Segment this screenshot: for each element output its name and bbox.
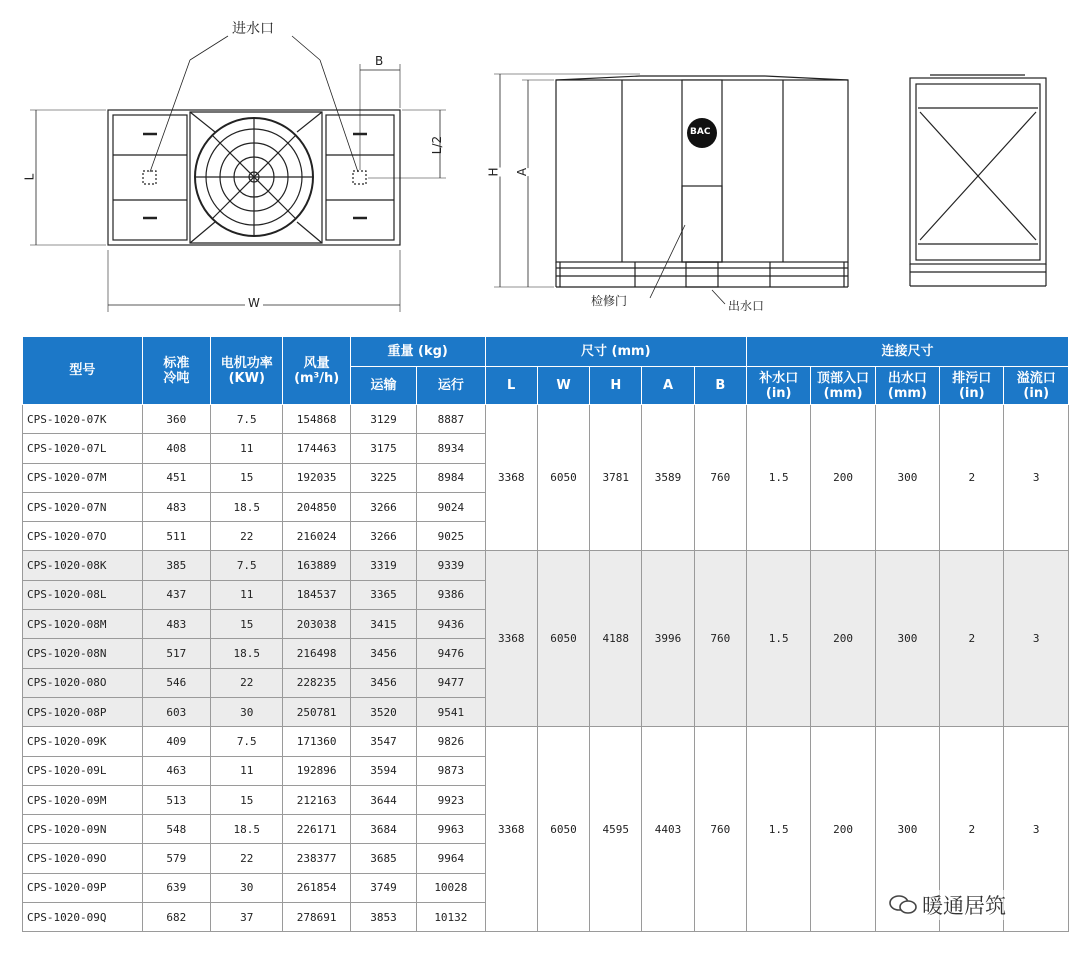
value-cell: 463 [142,756,210,785]
value-cell: 3129 [350,405,416,434]
value-cell: 18.5 [211,815,283,844]
value-cell: 483 [142,492,210,521]
dim-b-label: B [375,54,384,68]
dim-cell-makeup: 1.5 [747,551,811,727]
dim-cell-W: 6050 [537,405,589,551]
value-cell: 579 [142,844,210,873]
value-cell: 546 [142,668,210,697]
dim-l-half-label: L/2 [430,135,445,155]
plan-view-drawing [0,0,1080,330]
model-cell: CPS-1020-08M [23,610,143,639]
value-cell: 3644 [350,785,416,814]
model-cell: CPS-1020-07K [23,405,143,434]
dim-cell-overflow: 3 [1004,405,1069,551]
value-cell: 3266 [350,492,416,521]
value-cell: 22 [211,522,283,551]
dim-cell-overflow: 3 [1004,551,1069,727]
th-overflow: 溢流口 (in) [1004,367,1069,405]
value-cell: 204850 [283,492,350,521]
value-cell: 3853 [350,903,416,932]
watermark-text: 暖通居筑 [922,894,1006,918]
value-cell: 228235 [283,668,350,697]
dim-cell-H: 4188 [590,551,642,727]
value-cell: 15 [211,610,283,639]
value-cell: 3415 [350,610,416,639]
dim-a-label: A [515,167,530,177]
model-cell: CPS-1020-09N [23,815,143,844]
value-cell: 3365 [350,580,416,609]
dim-cell-L: 3368 [485,727,537,932]
value-cell: 8984 [417,463,485,492]
brand-badge-text: BAC [690,127,711,137]
value-cell: 18.5 [211,492,283,521]
dim-cell-B: 760 [694,727,746,932]
value-cell: 360 [142,405,210,434]
table-row [23,551,1069,580]
model-cell: CPS-1020-09M [23,785,143,814]
dim-cell-H: 4595 [590,727,642,932]
value-cell: 30 [211,873,283,902]
dim-h-label: H [486,167,501,177]
value-cell: 37 [211,903,283,932]
dim-cell-A: 4403 [642,727,694,932]
value-cell: 9541 [417,697,485,726]
value-cell: 3319 [350,551,416,580]
model-cell: CPS-1020-09P [23,873,143,902]
value-cell: 15 [211,785,283,814]
model-cell: CPS-1020-07N [23,492,143,521]
model-cell: CPS-1020-07L [23,434,143,463]
dim-cell-drain: 2 [940,405,1004,551]
value-cell: 451 [142,463,210,492]
value-cell: 203038 [283,610,350,639]
value-cell: 682 [142,903,210,932]
value-cell: 3520 [350,697,416,726]
value-cell: 192896 [283,756,350,785]
value-cell: 3547 [350,727,416,756]
value-cell: 3749 [350,873,416,902]
model-cell: CPS-1020-08L [23,580,143,609]
th-weight: 重量 (kg) [350,337,485,367]
value-cell: 250781 [283,697,350,726]
value-cell: 9386 [417,580,485,609]
value-cell: 192035 [283,463,350,492]
drawings-area [0,0,1080,330]
dim-cell-drain: 2 [940,727,1004,932]
th-outlet: 出水口 (mm) [875,367,939,405]
value-cell: 3456 [350,668,416,697]
watermark [888,890,1006,920]
value-cell: 8934 [417,434,485,463]
value-cell: 517 [142,639,210,668]
value-cell: 10028 [417,873,485,902]
value-cell: 9964 [417,844,485,873]
value-cell: 15 [211,463,283,492]
dim-cell-outlet: 300 [875,405,939,551]
inlet-label: 进水口 [232,21,274,37]
th-model: 型号 [23,337,143,405]
dim-cell-W: 6050 [537,551,589,727]
dim-cell-top-inlet: 200 [811,727,875,932]
model-cell: CPS-1020-07M [23,463,143,492]
value-cell: 9826 [417,727,485,756]
value-cell: 11 [211,434,283,463]
value-cell: 184537 [283,580,350,609]
value-cell: 3594 [350,756,416,785]
value-cell: 174463 [283,434,350,463]
value-cell: 3685 [350,844,416,873]
value-cell: 154868 [283,405,350,434]
value-cell: 9025 [417,522,485,551]
model-cell: CPS-1020-08P [23,697,143,726]
value-cell: 603 [142,697,210,726]
value-cell: 11 [211,756,283,785]
spec-table-body [23,405,1069,932]
dim-cell-L: 3368 [485,551,537,727]
access-door-label: 检修门 [591,294,628,308]
th-drain: 排污口 (in) [940,367,1004,405]
value-cell: 216024 [283,522,350,551]
value-cell: 22 [211,844,283,873]
th-conn: 连接尺寸 [747,337,1069,367]
dim-cell-top-inlet: 200 [811,405,875,551]
model-cell: CPS-1020-08N [23,639,143,668]
th-dim-b: B [694,367,746,405]
value-cell: 3266 [350,522,416,551]
value-cell: 9339 [417,551,485,580]
value-cell: 261854 [283,873,350,902]
table-row [23,405,1069,434]
value-cell: 3225 [350,463,416,492]
th-dim-l: L [485,367,537,405]
th-ship: 运输 [350,367,416,405]
value-cell: 7.5 [211,551,283,580]
th-dim-w: W [537,367,589,405]
value-cell: 226171 [283,815,350,844]
value-cell: 437 [142,580,210,609]
value-cell: 9963 [417,815,485,844]
dim-cell-A: 3589 [642,405,694,551]
dim-cell-overflow: 3 [1004,727,1069,932]
value-cell: 163889 [283,551,350,580]
value-cell: 511 [142,522,210,551]
dim-l-label: L [22,173,37,181]
value-cell: 9436 [417,610,485,639]
dim-cell-top-inlet: 200 [811,551,875,727]
value-cell: 9024 [417,492,485,521]
th-makeup: 补水口 (in) [747,367,811,405]
value-cell: 171360 [283,727,350,756]
value-cell: 3175 [350,434,416,463]
dim-w-label: W [245,296,263,310]
value-cell: 9476 [417,639,485,668]
model-cell: CPS-1020-08O [23,668,143,697]
dim-cell-outlet: 300 [875,727,939,932]
model-cell: CPS-1020-09Q [23,903,143,932]
value-cell: 548 [142,815,210,844]
dim-cell-B: 760 [694,405,746,551]
model-cell: CPS-1020-08K [23,551,143,580]
value-cell: 10132 [417,903,485,932]
th-tons: 标准 冷吨 [142,337,210,405]
wechat-icon [888,893,918,917]
value-cell: 639 [142,873,210,902]
model-cell: CPS-1020-09L [23,756,143,785]
value-cell: 7.5 [211,405,283,434]
value-cell: 216498 [283,639,350,668]
dim-cell-drain: 2 [940,551,1004,727]
table-row [23,727,1069,756]
dim-cell-A: 3996 [642,551,694,727]
dim-cell-W: 6050 [537,727,589,932]
model-cell: CPS-1020-09O [23,844,143,873]
value-cell: 11 [211,580,283,609]
value-cell: 3684 [350,815,416,844]
value-cell: 9477 [417,668,485,697]
value-cell: 278691 [283,903,350,932]
dim-cell-makeup: 1.5 [747,405,811,551]
value-cell: 22 [211,668,283,697]
th-top-inlet: 顶部入口 (mm) [811,367,875,405]
value-cell: 408 [142,434,210,463]
value-cell: 483 [142,610,210,639]
value-cell: 385 [142,551,210,580]
value-cell: 212163 [283,785,350,814]
value-cell: 30 [211,697,283,726]
value-cell: 3456 [350,639,416,668]
value-cell: 513 [142,785,210,814]
dim-cell-B: 760 [694,551,746,727]
th-airflow: 风量 (m³/h) [283,337,350,405]
value-cell: 9923 [417,785,485,814]
th-dim-a: A [642,367,694,405]
th-oper: 运行 [417,367,485,405]
th-dim-h: H [590,367,642,405]
spec-table [22,336,1069,932]
value-cell: 9873 [417,756,485,785]
dim-cell-outlet: 300 [875,551,939,727]
dim-cell-L: 3368 [485,405,537,551]
value-cell: 18.5 [211,639,283,668]
value-cell: 238377 [283,844,350,873]
value-cell: 8887 [417,405,485,434]
model-cell: CPS-1020-09K [23,727,143,756]
outlet-label: 出水口 [728,299,765,313]
model-cell: CPS-1020-07O [23,522,143,551]
value-cell: 7.5 [211,727,283,756]
dim-cell-H: 3781 [590,405,642,551]
th-size: 尺寸 (mm) [485,337,746,367]
dim-cell-makeup: 1.5 [747,727,811,932]
value-cell: 409 [142,727,210,756]
th-motor: 电机功率 (KW) [211,337,283,405]
